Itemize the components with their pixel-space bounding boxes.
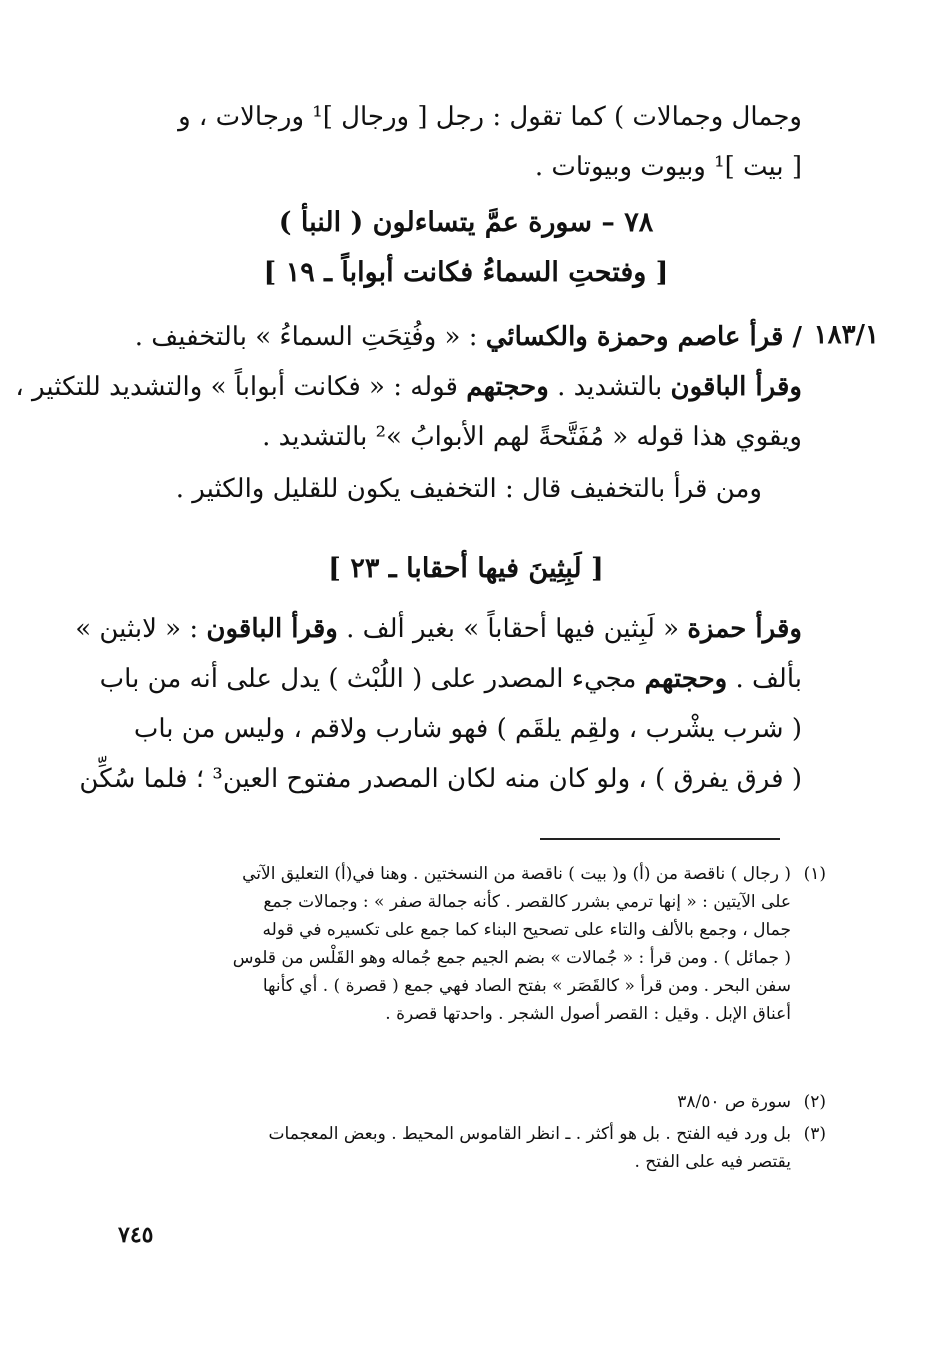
intro-paragraph bbox=[130, 92, 802, 192]
footnote-3 bbox=[126, 1120, 791, 1176]
surah-heading bbox=[130, 198, 802, 298]
entry-1-paragraph bbox=[15, 312, 802, 462]
footnote-1 bbox=[126, 860, 791, 1028]
entry-1-line-3: ويقوي هذا قوله « مُفَتَّحةً لهم الأبوابُ »² بالتشديد . bbox=[262, 422, 802, 452]
footnote-3-line-1: بل ورد فيه الفتح . بل هو أكثر . ـ انظر القاموس المحيط . وبعض المعجمات bbox=[268, 1124, 791, 1144]
verse-heading-2-text: [ لَبِثِينَ فيها أحقابا ـ ٢٣ ] bbox=[328, 553, 604, 584]
footnote-2-number: (٢) bbox=[803, 1092, 826, 1112]
others-lead-2: وقرأ الباقون bbox=[206, 614, 338, 644]
entry-2-line-2-pre: بألف . bbox=[735, 664, 802, 694]
hamza-lead: وقرأ حمزة bbox=[687, 614, 802, 644]
entry-1-line-2-rest: قوله : « فكانت أبواباً » والتشديد للتكثير ، bbox=[15, 372, 458, 402]
entry-1-line-1-rest: : « وفُتِحَتِ السماءُ » بالتخفيف . bbox=[134, 322, 478, 352]
surah-title: ٧٨ – سورة عمَّ يتساءلون ( النبأ ) bbox=[278, 207, 654, 238]
entry-1-line-2 bbox=[15, 362, 802, 412]
entry-2-line-1-rest: : « لابثين » bbox=[75, 614, 199, 644]
intro-line-2: [ بيت ]¹ وبيوت وبيوتات . bbox=[534, 152, 802, 182]
footnote-1-line-1: ( رجال ) ناقصة من (أ) و( بيت ) ناقصة من النسختين . وهنا في(أ) التعليق الآتي bbox=[242, 864, 791, 884]
footnote-1-number: (١) bbox=[803, 864, 826, 884]
footnote-2-text: سورة ص ٣٨/٥٠ bbox=[677, 1092, 791, 1112]
page-number: ٧٤٥ bbox=[118, 1222, 154, 1248]
footnote-3-line-2: يقتصر فيه على الفتح . bbox=[634, 1152, 791, 1172]
entry-2-line-2 bbox=[99, 654, 802, 704]
entry-2-line-1 bbox=[75, 604, 802, 654]
verse-heading-2 bbox=[130, 544, 802, 594]
entry-1-line-1 bbox=[130, 312, 802, 362]
intro-line-1: وجمال وجمالات ) كما تقول : رجل [ ورجال ]¹ ورجالات ، و bbox=[178, 102, 802, 132]
footnote-1-line-6: أعناق الإبل . وقيل : القصر أصول الشجر . واحدتها قصرة . bbox=[385, 1004, 791, 1024]
others-lead: وقرأ الباقون bbox=[670, 372, 802, 402]
footnote-separator bbox=[540, 838, 780, 840]
verse-heading-1: [ وفتحتِ السماءُ فكانت أبواباً ـ ١٩ ] bbox=[263, 257, 669, 288]
entry-2-line-2-rest: مجيء المصدر على ( اللُبْث ) يدل على أنه من باب bbox=[99, 664, 637, 694]
footnote-3-number: (٣) bbox=[803, 1124, 826, 1144]
footnote-1-line-5: سفن البحر . ومن قرأ « كالقَصَر » بفتح الصاد فهي جمع ( قصرة ) . أي كأنها bbox=[262, 976, 791, 996]
paragraph-2-line: ومن قرأ بالتخفيف قال : التخفيف يكون للقليل والكثير . bbox=[175, 474, 762, 504]
footnote-2 bbox=[126, 1088, 791, 1116]
entry-2-line-1-mid: « لَبِثين فيها أحقاباً » بغير ألف . bbox=[346, 614, 680, 644]
footnote-1-line-4: ( جمائل ) . ومن قرأ : « جُمالات » بضم الجيم جمع جُماله وهو القَلْس من قلوس bbox=[232, 948, 791, 968]
argument-lead: وحجتهم bbox=[466, 372, 549, 402]
reciters-lead: / قرأ عاصم وحمزة والكسائي bbox=[485, 322, 802, 352]
paragraph-2 bbox=[130, 464, 762, 514]
entry-number: ١٨٣/١ bbox=[813, 320, 879, 350]
entry-1-line-2-mid: بالتشديد . bbox=[557, 372, 663, 402]
argument-lead-2: وحجتهم bbox=[644, 664, 728, 694]
footnote-1-line-3: جمال ، وجمع بالألف والتاء على تصحيح البناء كما جمع على تكسيره في قوله bbox=[262, 920, 791, 940]
entry-2-line-4: ( فرق يفرق ) ، ولو كان منه لكان المصدر مفتوح العين³ ؛ فلما سُكِّن bbox=[79, 764, 802, 794]
entry-2-paragraph bbox=[75, 604, 802, 804]
entry-2-line-3: ( شرب يشْرب ، ولقِم يلقَم ) فهو شارب ولاقم ، وليس من باب bbox=[133, 714, 802, 744]
footnote-1-line-2: على الآيتين : « إنها ترمي بشرر كالقصر . كأنه جمالة صفر » : وجمالات جمع bbox=[263, 892, 791, 912]
